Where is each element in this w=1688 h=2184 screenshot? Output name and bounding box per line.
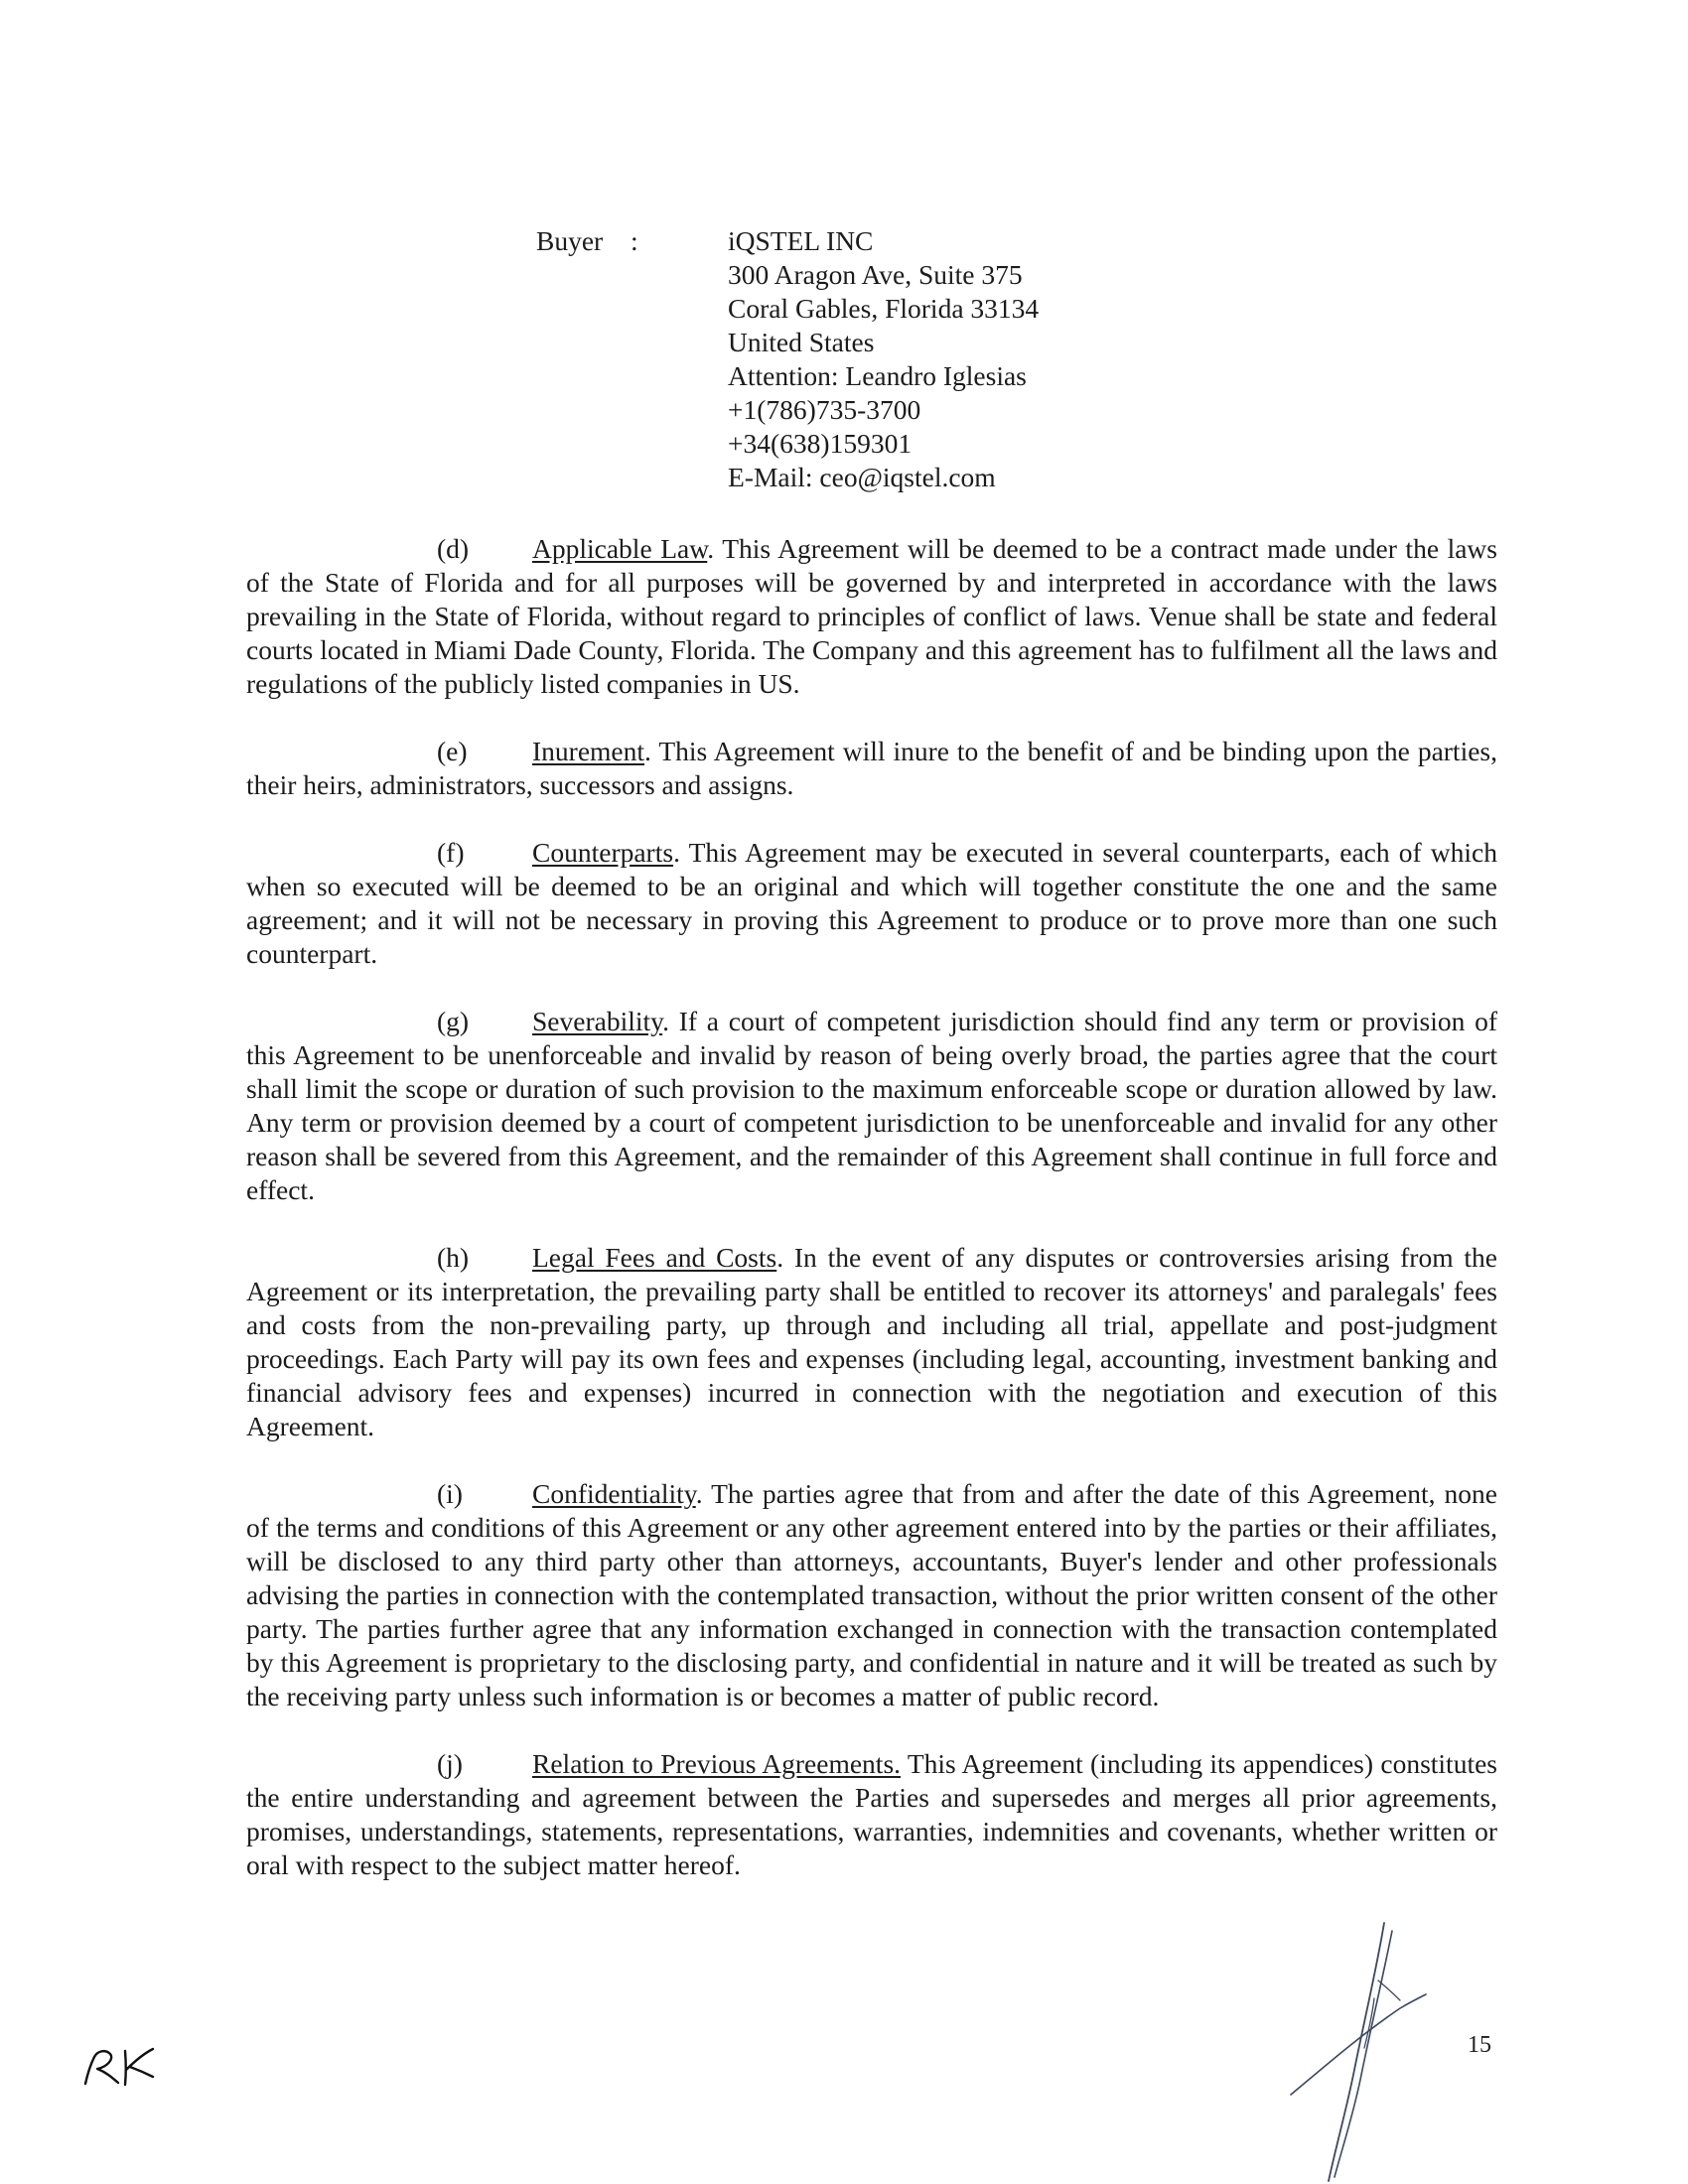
clause-severability <box>246 1005 1497 1207</box>
clause-number: (e) <box>437 736 468 766</box>
clause-body: . The parties agree that from and after the date of this Agreement, none of the terms and conditions of this Agreement or any other agreement entered into by the parties or their affiliates, will be disclosed to any third party other than attorneys, accountants, Buyer's lender and other professionals advising the parties in connection with the contemplated transaction, without the prior written consent of the other party. The parties further agree that any information exchanged in connection with the transaction contemplated by this Agreement is proprietary to the disclosing party, and confidential in nature and it will be treated as such by the receiving party unless such information is or becomes a matter of public record. <box>246 1478 1497 1711</box>
clause-title: Confidentiality <box>532 1478 696 1509</box>
clause-applicable-law <box>246 532 1497 701</box>
clause-number: (f) <box>437 837 465 868</box>
clause-body: . This Agreement will inure to the benefit of and be binding upon the parties, their heirs, administrators, successors and assigns. <box>246 736 1497 800</box>
clause-title: Severability <box>532 1006 663 1036</box>
buyer-phone-es: +34(638)159301 <box>728 428 913 459</box>
clause-body: This Agreement (including its appendices) constitutes the entire understanding and agreement between the Parties and supersedes and merges all prior agreements, promises, understandings, statements, representations, warranties, indemnities and covenants, whether written or oral with respect to the subject matter hereof. <box>246 1748 1497 1880</box>
buyer-phone-us: +1(786)735-3700 <box>728 394 921 425</box>
buyer-email: E-Mail: ceo@iqstel.com <box>728 462 996 492</box>
clause-body: . In the event of any disputes or controversies arising from the Agreement or its interpretation, the prevailing party shall be entitled to recover its attorneys' and paralegals' fees and costs from the non-prevailing party, up through and including all trial, appellate and post-judgment proceedings. Each Party will pay its own fees and expenses (including legal, accounting, investment banking and financial advisory fees and expenses) incurred in connection with the negotiation and execution of this Agreement. <box>246 1242 1497 1441</box>
clause-title: Legal Fees and Costs <box>532 1242 777 1273</box>
clause-title: Relation to Previous Agreements. <box>532 1748 902 1779</box>
buyer-attention: Attention: Leandro Iglesias <box>728 360 1027 391</box>
clause-number: (i) <box>437 1478 463 1509</box>
clause-legal-fees <box>246 1241 1497 1443</box>
clause-number: (d) <box>437 533 470 564</box>
signature-mark <box>1281 1921 1440 2184</box>
initials-mark <box>81 2043 171 2087</box>
clause-body: . This Agreement may be executed in several counterparts, each of which when so executed will be deemed to be an original and which will together constitute the one and the same agreement; and it will not be necessary in proving this Agreement to produce or to prove more than one such counterpart. <box>246 837 1497 969</box>
clause-title: Counterparts <box>532 837 674 868</box>
clause-body: . If a court of competent jurisdiction should find any term or provision of this Agreement to be unenforceable and invalid by reason of being overly broad, the parties agree that the court shall limit the scope or duration of such provision to the maximum enforceable scope or duration allowed by law. Any term or provision deemed by a court of competent jurisdiction to be unenforceable and invalid for any other reason shall be severed from this Agreement, and the remainder of this Agreement shall continue in full force and effect. <box>246 1006 1497 1205</box>
clauses <box>246 532 1497 1916</box>
clause-inurement <box>246 735 1497 802</box>
buyer-country: United States <box>728 327 875 357</box>
clause-title: Applicable Law <box>532 533 708 564</box>
clause-confidentiality <box>246 1477 1497 1713</box>
clause-previous-agreements <box>246 1747 1497 1882</box>
clause-number: (g) <box>437 1006 470 1036</box>
page-number: 15 <box>1468 2032 1491 2058</box>
clause-counterparts <box>246 836 1497 971</box>
buyer-company-name: iQSTEL INC <box>728 225 874 256</box>
buyer-city: Coral Gables, Florida 33134 <box>728 293 1040 324</box>
signature <box>1281 1921 1440 2184</box>
buyer-address <box>728 224 1423 494</box>
buyer-colon: : <box>631 225 638 256</box>
clause-body: . This Agreement will be deemed to be a contract made under the laws of the State of Florida and for all purposes will be governed by and interpreted in accordance with the laws prevailing in the State of Florida, without regard to principles of conflict of laws. Venue shall be state and federal courts located in Miami Dade County, Florida. The Company and this agreement has to fulfilment all the laws and regulations of the publicly listed companies in US. <box>246 533 1497 699</box>
buyer-label: Buyer <box>536 225 604 256</box>
clause-number: (j) <box>437 1748 463 1779</box>
buyer-street: 300 Aragon Ave, Suite 375 <box>728 259 1023 290</box>
clause-number: (h) <box>437 1242 470 1273</box>
handwritten-initials <box>81 2043 171 2095</box>
clause-title: Inurement <box>532 736 645 766</box>
